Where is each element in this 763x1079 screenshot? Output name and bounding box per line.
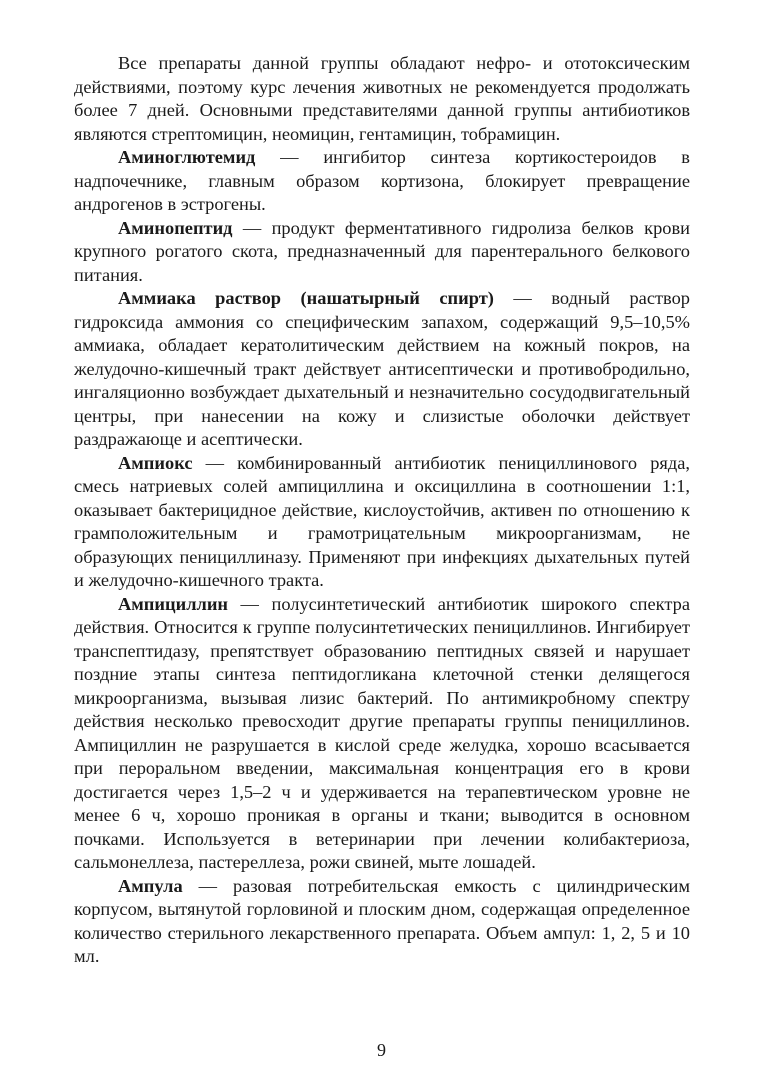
- term-heading: Аммиака раствор (нашатырный спирт): [118, 288, 494, 308]
- term-heading: Аминопептид: [118, 217, 233, 238]
- term-heading: Аминоглютемид: [118, 147, 256, 167]
- entry-ampicillin: [74, 593, 690, 875]
- term-heading: Ампициллин: [118, 593, 229, 614]
- entry-aminoglutemid: [74, 146, 690, 217]
- entry-definition: — комбинированный антибиотик пенициллинового ряда, смесь натриевых солей ампициллина и оксициллина в соотношении 1:1, оказывает бактерицидное действие, кислоустойчив, активен по отношению к грамположительным и грамотрицательным микроорганизмам, не образующих пенициллиназу. Применяют при инфекциях дыхательных путей и желудочно-кишечного тракта.: [74, 452, 690, 590]
- page-body: [74, 52, 690, 969]
- term-heading: Ампиокс: [118, 452, 193, 473]
- entry-definition: — разовая потребительская емкость с цилиндрическим корпусом, вытянутой горловиной и плоским дном, содержащая определенное количество стерильного лекарственного препарата. Объем ампул: 1, 2, 5 и 10 мл.: [74, 875, 690, 966]
- entry-definition: — водный раствор гидроксида аммония со специфическим запахом, содержащий 9,5–10,5% аммиака, обладает кератолитическим действием на кожный покров, на желудочно-кишечный тракт действует антисептически и противобродильно, ингаляционно возбуждает дыхательный и незначительно сосудодвигательный центры, при нанесении на кожу и слизистые оболочки действует раздражающе и асептически.: [74, 288, 690, 449]
- paragraph-text: Все препараты данной группы обладают нефро- и ототоксическим действиями, поэтому курс лечения животных не рекомендуется продолжать более 7 дней. Основными представителями данной группы антибиотиков являются стрептомицин, неомицин, гентамицин, тобрамицин.: [74, 53, 690, 144]
- page-number: 9: [377, 1040, 386, 1060]
- entry-aminopeptid: [74, 217, 690, 288]
- entry-ammonia-solution: [74, 287, 690, 452]
- term-heading: Ампула: [118, 875, 183, 896]
- paragraph-intro: [74, 52, 690, 146]
- entry-ampoule: [74, 875, 690, 969]
- entry-definition: — ингибитор синтеза кортикостероидов в надпочечнике, главным образом кортизона, блокирует превращение андрогенов в эстрогены.: [74, 147, 690, 214]
- entry-definition: — продукт ферментативного гидролиза белков крови крупного рогатого скота, предназначенный для парентерального белкового питания.: [74, 217, 690, 285]
- entry-ampioks: [74, 452, 690, 593]
- entry-definition: — полусинтетический антибиотик широкого спектра действия. Относится к группе полусинтетических пенициллинов. Ингибирует транспептидазу, препятствует образованию пептидных связей и нарушает поздние этапы синтеза пептидогликана клеточной стенки делящегося микроорганизма, вызывая лизис бактерий. По антимикробному спектру действия несколько превосходит другие препараты группы пенициллинов. Ампициллин не разрушается в кислой среде желудка, хорошо всасывается при пероральном введении, максимальная концентрация его в крови достигается через 1,5–2 ч и удерживается на терапевтическом уровне не менее 6 ч, хорошо проникая в органы и ткани; выводится в основном почками. Используется в ветеринарии при лечении колибактериоза, сальмонеллеза, пастереллеза, рожи свиней, мыте лошадей.: [74, 593, 690, 872]
